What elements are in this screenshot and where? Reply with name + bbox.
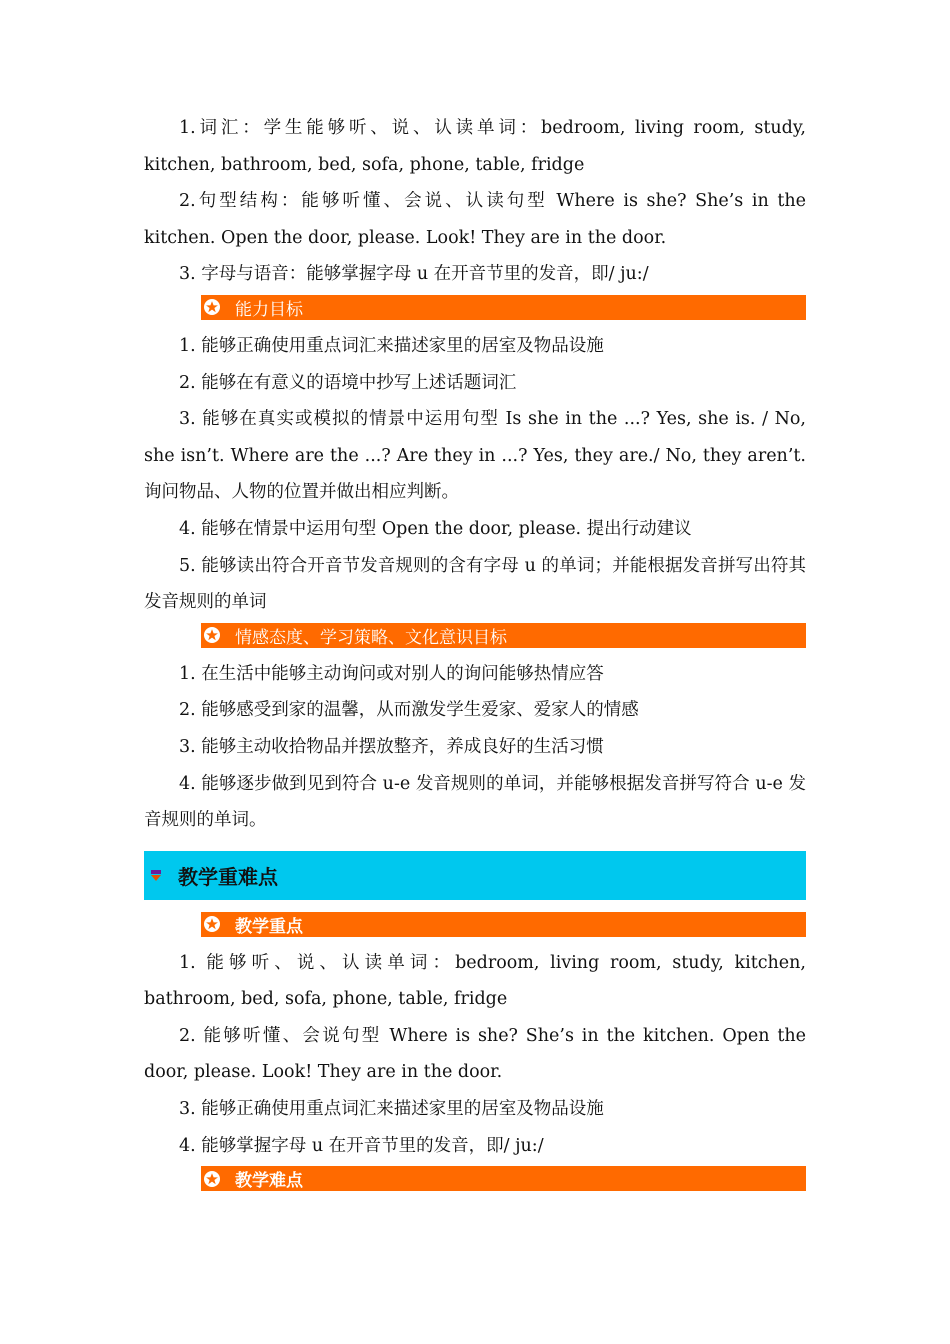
star-circle-icon	[201, 296, 223, 318]
star-circle-icon	[201, 624, 223, 646]
ability-heading: 能力目标	[235, 299, 303, 320]
star-circle-icon	[201, 1168, 223, 1190]
list-item: 2. 能够在有意义的语境中抄写上述话题词汇	[179, 372, 517, 393]
key-points-heading: 教学重点	[235, 916, 303, 937]
list-item: 3. 能够在真实或模拟的情景中运用句型 Is she in the ...? Yes, she is. / No, she isn’t. Where are the ...? Are they in ...? Yes, they are./ No, they aren’t. 询问物品、人物的位置并做出相应判断。	[144, 409, 806, 503]
document-body	[144, 110, 806, 1199]
difficult-points-heading: 教学难点	[235, 1171, 303, 1192]
difficult-points-heading-bar	[201, 1166, 806, 1191]
key-points-heading-bar	[201, 912, 806, 937]
list-item: 1. 能够正确使用重点词汇来描述家里的居室及物品设施	[179, 335, 604, 356]
list-item: 3. 能够正确使用重点词汇来描述家里的居室及物品设施	[179, 1099, 604, 1120]
list-item: 1. 能够听、说、认读单词：bedroom, living room, study, kitchen, bathroom, bed, sofa, phone, table, fridge	[144, 952, 806, 1010]
list-item: 1. 在生活中能够主动询问或对别人的询问能够热情应答	[179, 663, 604, 684]
list-item: 2. 能够感受到家的温馨，从而激发学生爱家、爱家人的情感	[179, 700, 639, 721]
ability-heading-bar	[201, 295, 806, 320]
list-item: 3. 能够主动收拾物品并摆放整齐，养成良好的生活习惯	[179, 736, 604, 757]
list-item: 2.句型结构：能够听懂、会说、认读句型 Where is she? She’s in the kitchen. Open the door, please. Look! They are in the door.	[144, 191, 806, 248]
list-item: 4. 能够掌握字母 u 在开音节里的发音，即/ ju:/	[179, 1135, 544, 1156]
list-item: 1.词汇：学生能够听、说、认读单词：bedroom, living room, study, kitchen, bathroom, bed, sofa, phone, table, fridge	[144, 118, 806, 175]
section-title: 教学重难点	[178, 864, 278, 889]
list-item: 5. 能够读出符合开音节发音规则的含有字母 u 的单词；并能根据发音拼写出符其发音规则的单词	[144, 555, 806, 613]
list-item: 3. 字母与语音：能够掌握字母 u 在开音节里的发音，即/ ju:/	[179, 264, 649, 285]
section-heading-bar	[144, 851, 806, 900]
list-item: 4. 能够在情景中运用句型 Open the door, please. 提出行动建议	[179, 518, 692, 539]
emotion-heading-bar	[201, 623, 806, 648]
list-item: 4. 能够逐步做到见到符合 u-e 发音规则的单词，并能够根据发音拼写符合 u-e 发音规则的单词。	[144, 773, 806, 831]
emotion-heading: 情感态度、学习策略、文化意识目标	[235, 627, 507, 648]
hand-pointer-icon	[146, 865, 166, 885]
list-item: 2. 能够听懂、会说句型 Where is she? She’s in the kitchen. Open the door, please. Look! They are in the door.	[144, 1025, 806, 1083]
star-circle-icon	[201, 913, 223, 935]
